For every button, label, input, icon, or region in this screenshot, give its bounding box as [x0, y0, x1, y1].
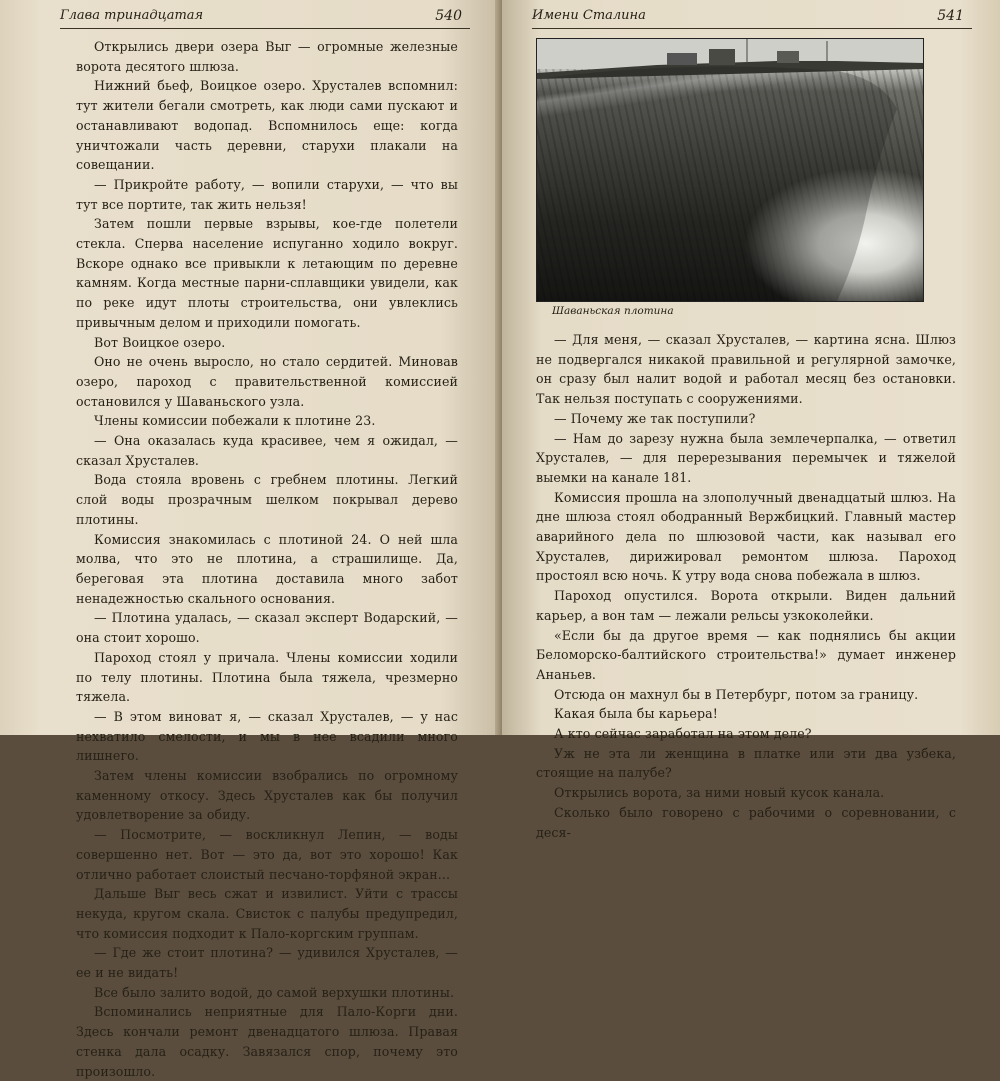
paragraph: Оно не очень выросло, но стало сердитей. Миновав озеро, пароход с правительственной комиссией остановился у Шаваньского узла.: [76, 354, 458, 409]
left-page-text: [76, 37, 458, 1081]
left-page: [0, 0, 500, 1079]
right-page: [502, 0, 1000, 840]
right-page-text: [536, 330, 956, 842]
paragraph: — Прикройте работу, — вопили старухи, — что вы тут все портите, так жить нельзя!: [76, 176, 458, 212]
paragraph: Члены комиссии побежали к плотине 23.: [94, 413, 376, 429]
paragraph: Вода стояла вровень с гребнем плотины. Легкий слой воды прозрачным шелком покрывал дерево плотины.: [76, 472, 458, 527]
photo-caption: Шаваньская плотина: [552, 305, 674, 317]
paragraph: Пароход опустился. Ворота открыли. Виден дальний карьер, а вон там — лежали рельсы узкоколейки.: [536, 588, 956, 623]
paragraph: Открылись ворота, за ними новый кусок канала.: [554, 785, 885, 801]
right-page-header: [532, 6, 972, 29]
paragraph: — Почему же так поступили?: [554, 410, 756, 426]
dam-photo-skyline: [537, 39, 923, 301]
paragraph: — Плотина удалась, — сказал эксперт Водарский, — она стоит хорошо.: [76, 610, 458, 646]
paragraph: Сколько было говорено с рабочими о соревновании, с деся-: [536, 804, 956, 840]
paragraph: — Посмотрите, — воскликнул Лепин, — воды совершенно нет. Вот — это да, вот это хорошо! Как отлично работает слоистый песчано-торфяной экран...: [76, 827, 458, 882]
paragraph: — Для меня, — сказал Хрусталев, — картина ясна. Шлюз не подвергался никакой правильной и регулярной замочке, он сразу был налит водой и работал месяц без остановки. Так нельзя поступать с сооружениями.: [536, 332, 956, 407]
paragraph: — Нам до зарезу нужна была землечерпалка, — ответил Хрусталев, — для перерезывания перемычек и тяжелой выемки на канале 181.: [536, 430, 956, 485]
paragraph: Уж не эта ли женщина в платке или эти два узбека, стоящие на палубе?: [536, 745, 956, 781]
paragraph: Открылись двери озера Выг — огромные железные ворота десятого шлюза.: [76, 39, 458, 74]
paragraph: Затем члены комиссии взобрались по огромному каменному откосу. Здесь Хрусталев как бы получил удовлетворение за обиду.: [76, 768, 458, 823]
left-page-header: [60, 6, 470, 29]
paragraph: Вспоминались неприятные для Пало-Корги дни. Здесь кончали ремонт двенадцатого шлюза. Правая стенка дала осадку. Завязался спор, почему это произошло.: [76, 1004, 458, 1079]
dam-photo: [536, 38, 924, 302]
paragraph: Дальше Выг весь сжат и извилист. Уйти с трассы некуда, кругом скала. Свисток с палубы предупредил, что комиссия подходит к Пало-коргским группам.: [76, 886, 458, 941]
paragraph: Все было залито водой, до самой верхушки плотины.: [94, 984, 455, 1000]
paragraph: Вот Воицкое озеро.: [94, 334, 226, 350]
paragraph: Пароход стоял у причала. Члены комиссии ходили по телу плотины. Плотина была тяжела, чрезмерно тяжела.: [76, 649, 458, 705]
paragraph: — В этом виноват я, — сказал Хрусталев, — у нас нехватило смелости, и мы в нее всадили много лишнего.: [76, 708, 458, 764]
paragraph: Комиссия прошла на злополучный двенадцатый шлюз. На дне шлюза стоял ободранный Вержбицкий. Главный мастер аварийного дела по шлюзовой части, как называл его Хрусталев, дирижировал ремонтом шлюза. Пароход простоял всю ночь. К утру вода снова побежала в шлюз.: [536, 489, 956, 584]
paragraph: Какая была бы карьера!: [554, 706, 718, 722]
running-head: Глава тринадцатая: [60, 8, 204, 23]
paragraph: — Она оказалась куда красивее, чем я ожидал, — сказал Хрусталев.: [76, 433, 458, 468]
page-number: 540: [435, 8, 462, 24]
running-head: Имени Сталина: [532, 8, 646, 23]
paragraph: Затем пошли первые взрывы, кое-где полетели стекла. Сперва население испуганно ходило вокруг. Вскоре однако все привыкли к летающим по деревне камням. Когда местные парни-сплавщики увидели, как по реке идут плоты строительства, они увлеклись привычным делом и приходили помогать.: [76, 216, 458, 330]
paragraph: А кто сейчас заработал на этом деле?: [554, 726, 812, 742]
paragraph: Отсюда он махнул бы в Петербург, потом за границу.: [554, 686, 919, 702]
paragraph: Нижний бьеф, Воицкое озеро. Хрусталев вспомнил: тут жители бегали смотреть, как люди сами пускают и останавливают водопад. Вспомнилось еще: когда уничтожали часть деревни, старухи плакали на совещании.: [76, 78, 458, 173]
paragraph: «Если бы да другое время — как поднялись бы акции Беломорско-балтийского строительства!» думает инженер Ананьев.: [536, 627, 956, 682]
paragraph: — Где же стоит плотина? — удивился Хрусталев, — ее и не видать!: [76, 945, 458, 981]
paragraph: Комиссия знакомилась с плотиной 24. О ней шла молва, что это не плотина, а страшилище. Да, береговая эта плотина доставила много забот ненадежностью скального основания.: [76, 531, 458, 606]
page-number: 541: [937, 8, 964, 24]
